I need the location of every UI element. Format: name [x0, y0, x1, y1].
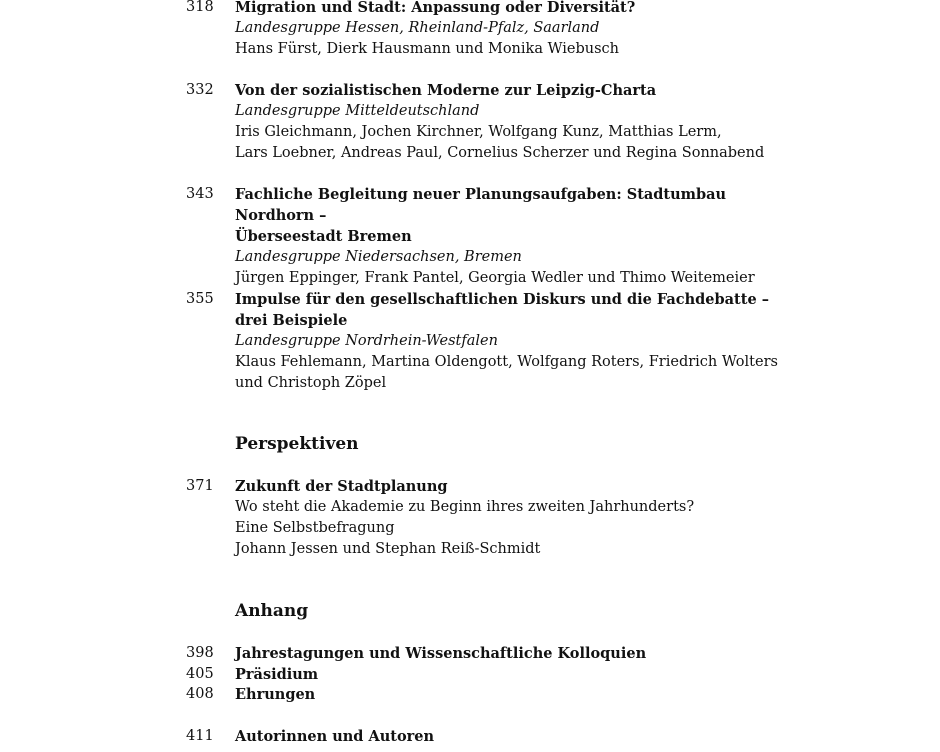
toc-entry-subtitle-line-2: Eine Selbstbefragung: [235, 520, 395, 536]
toc-entry-343: [186, 184, 786, 289]
toc-page-number: 408: [186, 686, 214, 702]
toc-entry-title: Ehrungen: [235, 686, 316, 703]
toc-page-number: 405: [186, 666, 214, 682]
toc-entry-authors-line-1: Iris Gleichmann, Jochen Kirchner, Wolfgang Kunz, Matthias Lerm,: [235, 124, 722, 140]
toc-entry-title: Von der sozialistischen Moderne zur Leipzig-Charta: [235, 82, 657, 99]
toc-entry-authors: Jürgen Eppinger, Frank Pantel, Georgia Wedler und Thimo Weitemeier: [235, 270, 755, 286]
toc-entry-authors: Hans Fürst, Dierk Hausmann und Monika Wiebusch: [235, 41, 619, 57]
toc-page-number: 355: [186, 291, 214, 307]
toc-entry-title: Zukunft der Stadtplanung: [235, 478, 448, 495]
toc-entry-authors-line-2: und Christoph Zöpel: [235, 375, 387, 391]
toc-entry-group: Landesgruppe Nordrhein-Westfalen: [235, 333, 498, 349]
toc-entry-title-line-2: Überseestadt Bremen: [235, 228, 412, 245]
toc-page-number: 411: [186, 728, 214, 744]
toc-entry-authors-line-2: Lars Loebner, Andreas Paul, Cornelius Scherzer und Regina Sonnabend: [235, 145, 765, 161]
toc-page-number: 318: [186, 0, 214, 15]
toc-page-number: 398: [186, 645, 214, 661]
toc-entry-authors: Johann Jessen und Stephan Reiß-Schmidt: [235, 541, 541, 557]
toc-entry-subtitle-line-1: Wo steht die Akademie zu Beginn ihres zweiten Jahrhunderts?: [235, 499, 695, 515]
toc-entry-title-line-1: Impulse für den gesellschaftlichen Diskurs und die Fachdebatte –: [235, 291, 769, 308]
toc-page-number: 371: [186, 478, 214, 494]
toc-entry-group: Landesgruppe Hessen, Rheinland-Pfalz, Saarland: [235, 20, 600, 36]
toc-entry-411: [186, 726, 786, 747]
section-heading-perspektiven: Perspektiven: [235, 434, 359, 454]
toc-entry-title: Präsidium: [235, 666, 319, 683]
toc-entry-group: Landesgruppe Mitteldeutschland: [235, 103, 480, 119]
toc-entry-title: Autorinnen und Autoren: [235, 728, 435, 745]
toc-page-number: 332: [186, 82, 214, 98]
toc-entry-title-line-1: Fachliche Begleitung neuer Planungsaufgaben: Stadtumbau Nordhorn –: [235, 186, 727, 224]
toc-entry-371: [186, 476, 786, 560]
toc-entry-408: [186, 684, 786, 705]
section-heading-anhang: Anhang: [235, 601, 309, 621]
toc-entry-405: [186, 664, 786, 685]
toc-entry-332: [186, 80, 786, 164]
toc-entry-authors-line-1: Klaus Fehlemann, Martina Oldengott, Wolfgang Roters, Friedrich Wolters: [235, 354, 778, 370]
toc-entry-title: Migration und Stadt: Anpassung oder Diversität?: [235, 0, 636, 16]
toc-entry-title: Jahrestagungen und Wissenschaftliche Kolloquien: [235, 645, 647, 662]
toc-page-number: 343: [186, 186, 214, 202]
toc-entry-318: [186, 0, 786, 60]
toc-entry-group: Landesgruppe Niedersachsen, Bremen: [235, 249, 522, 265]
toc-entry-398: [186, 643, 786, 664]
toc-entry-title-line-2: drei Beispiele: [235, 312, 348, 329]
toc-entry-355: [186, 289, 786, 394]
